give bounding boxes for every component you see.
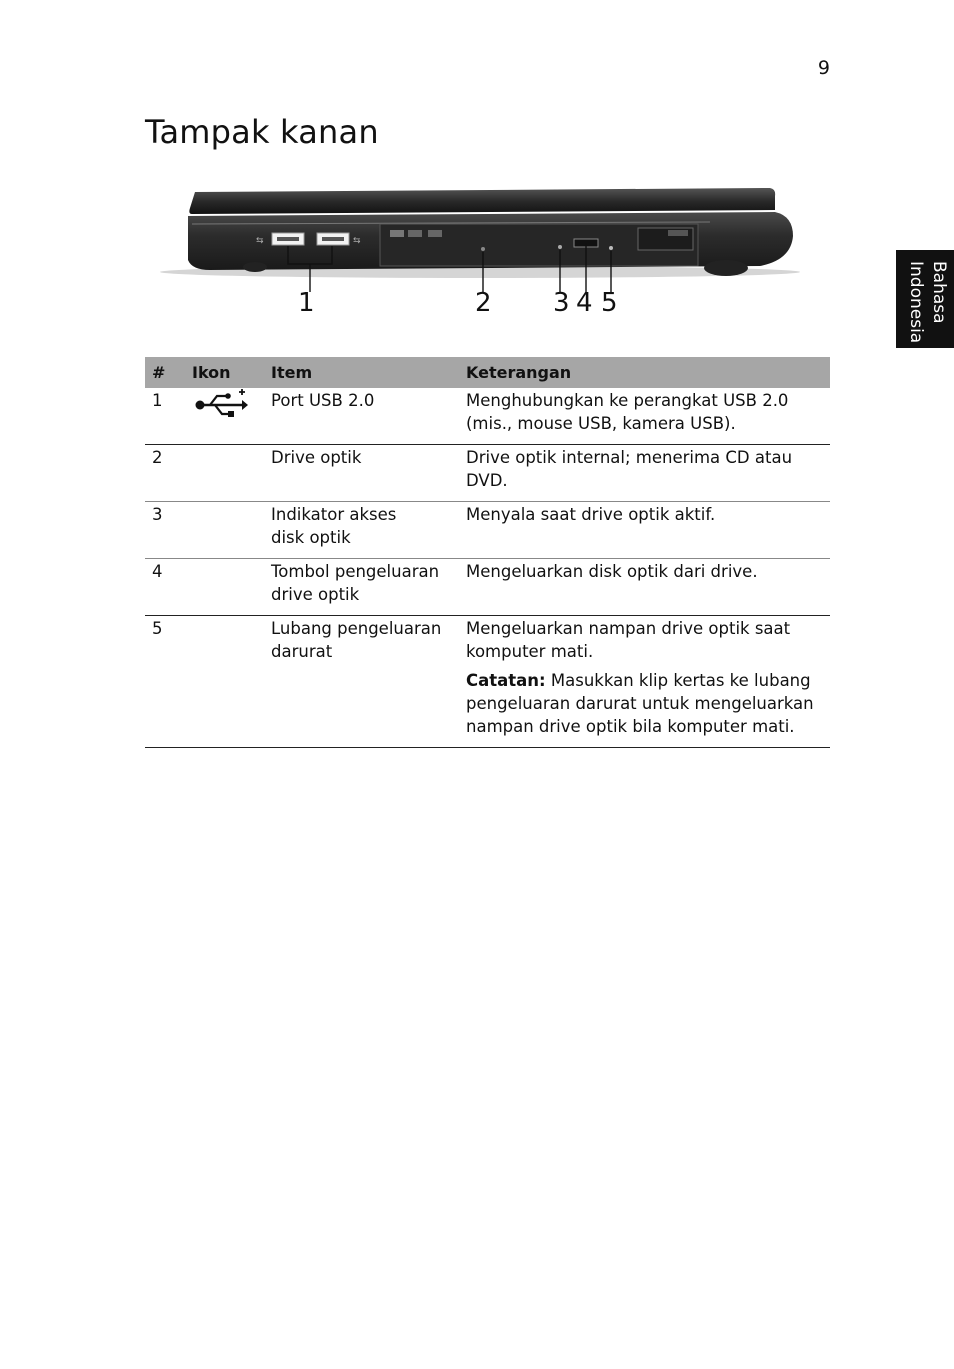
usb-port-2-icon: ⇆: [353, 236, 361, 246]
row-description-cell: [466, 616, 830, 748]
row-description: Menghubungkan ke perangkat USB 2.0 (mis., mouse USB, kamera USB).: [466, 388, 830, 445]
callout-4: 4: [576, 288, 593, 318]
table-header-row: [145, 357, 830, 388]
optical-access-led: [558, 245, 562, 249]
header-icon: Ikon: [192, 357, 271, 388]
row-description: Mengeluarkan nampan drive optik saat komputer mati.: [466, 619, 791, 661]
row-icon: [192, 388, 271, 445]
table-row: [145, 616, 830, 748]
side-tab-label: Bahasa Indonesia: [906, 261, 949, 344]
emergency-eject-hole: [609, 246, 613, 250]
usb-icon: [192, 389, 248, 419]
usb-port-2: [317, 233, 349, 245]
callout-1: 1: [298, 288, 315, 318]
row-note: [466, 669, 830, 738]
table-row: [145, 445, 830, 502]
rear-foot: [243, 262, 267, 272]
callout-3: 3: [553, 288, 570, 318]
row-icon: [192, 559, 271, 616]
row-item: Drive optik: [271, 445, 466, 502]
header-number: #: [145, 357, 192, 388]
ports-table: [145, 357, 830, 748]
language-side-tab: [896, 250, 954, 348]
row-item: Port USB 2.0: [271, 388, 466, 445]
row-icon: [192, 445, 271, 502]
row-item: Indikator akses disk optik: [271, 502, 466, 559]
row-item: Tombol pengeluaran drive optik: [271, 559, 466, 616]
front-foot: [704, 260, 748, 276]
header-item: Item: [271, 357, 466, 388]
callout-2: 2: [475, 288, 492, 318]
row-number: 3: [145, 502, 192, 559]
row-description: Drive optik internal; menerima CD atau DVD.: [466, 445, 830, 502]
note-label: Catatan:: [466, 671, 546, 690]
row-description: Mengeluarkan disk optik dari drive.: [466, 559, 830, 616]
table-row: [145, 502, 830, 559]
optical-drive-hole: [481, 247, 485, 251]
callout-5: 5: [601, 288, 618, 318]
row-number: 1: [145, 388, 192, 445]
usb-port-1-icon: ⇆: [256, 236, 264, 246]
header-description: Keterangan: [466, 357, 830, 388]
row-description: Menyala saat drive optik aktif.: [466, 502, 830, 559]
laptop-lid: [189, 188, 775, 214]
note-text: Masukkan klip kertas ke lubang pengeluaran darurat untuk mengeluarkan nampan drive optik bila komputer mati.: [466, 671, 814, 736]
row-number: 4: [145, 559, 192, 616]
row-item: Lubang pengeluaran darurat: [271, 616, 466, 748]
row-number: 2: [145, 445, 192, 502]
row-icon: [192, 502, 271, 559]
optical-drive-tray: [380, 224, 698, 266]
row-icon: [192, 616, 271, 748]
table-row: [145, 388, 830, 445]
usb-port-1: [272, 233, 304, 245]
page-number: 9: [817, 57, 830, 79]
row-number: 5: [145, 616, 192, 748]
page-title: Tampak kanan: [145, 113, 379, 151]
table-row: [145, 559, 830, 616]
